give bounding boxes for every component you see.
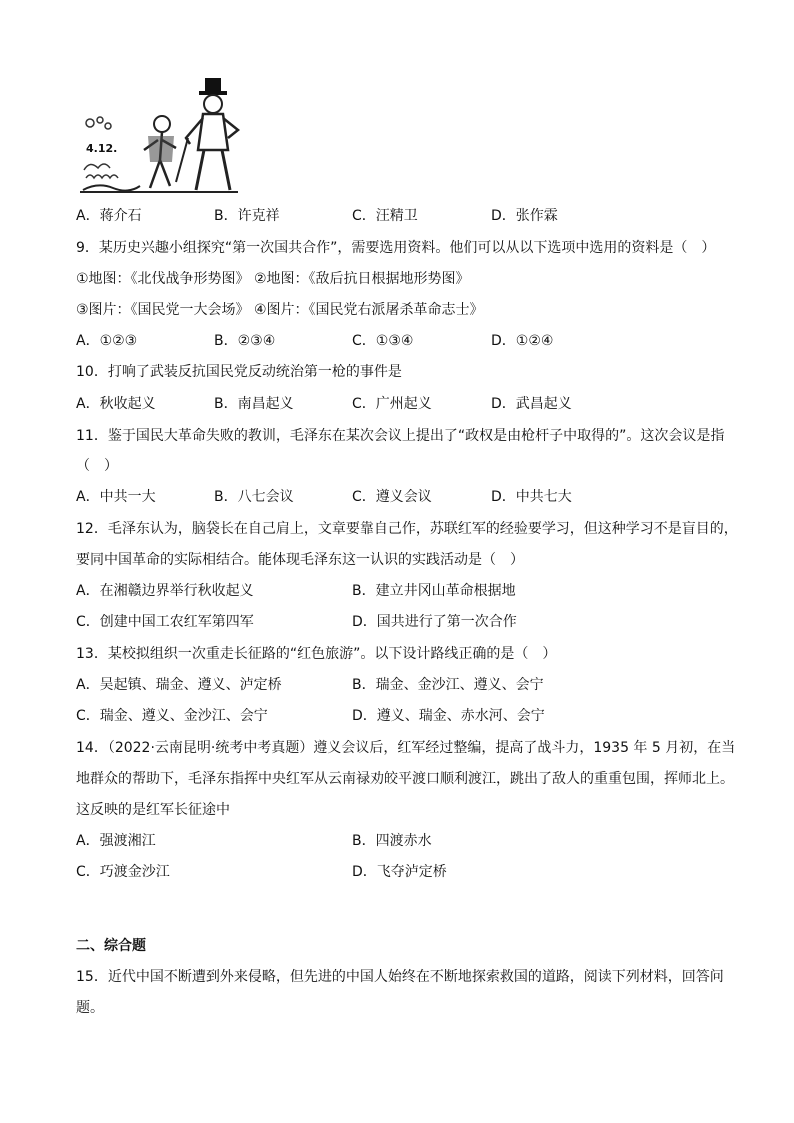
q9-material-1: ①地图：《北伐战争形势图》 ②地图：《敌后抗日根据地形势图》 <box>76 271 470 287</box>
q10-stem: 10．打响了武装反抗国民党反动统治第一枪的事件是 <box>76 364 402 380</box>
q11-stem-line1: 11．鉴于国民大革命失败的教训，毛泽东在某次会议上提出了“政权是由枪杆子中取得的”。这次会议是指 <box>76 428 725 444</box>
q15-stem-line1: 15．近代中国不断遭到外来侵略，但先进的中国人始终在不断地探索救国的道路，阅读下列材料，回答问 <box>76 969 724 985</box>
q8-option-b[interactable]: B．许克祥 <box>214 208 280 224</box>
q11-stem-line2: （ ） <box>76 458 118 474</box>
q12-option-b[interactable]: B．建立井冈山革命根据地 <box>352 583 516 599</box>
q13-option-b[interactable]: B．瑞金、金沙江、遵义、会宁 <box>352 677 544 693</box>
q11-option-c[interactable]: C．遵义会议 <box>352 489 432 505</box>
q13-stem: 13．某校拟组织一次重走长征路的“红色旅游”。以下设计路线正确的是（ ） <box>76 646 557 662</box>
q15-stem-line2: 题。 <box>76 1000 104 1016</box>
q10-option-c[interactable]: C．广州起义 <box>352 396 432 412</box>
q10-option-a[interactable]: A．秋收起义 <box>76 396 156 412</box>
q14-stem-line3: 这反映的是红军长征途中 <box>76 802 230 818</box>
q9-option-c[interactable]: C．①③④ <box>352 333 414 349</box>
q12-stem-line1: 12．毛泽东认为，脑袋长在自己肩上，文章要靠自己作，苏联红军的经验要学习，但这种学习不是盲目的， <box>76 521 738 537</box>
section-title: 二、综合题 <box>76 938 146 954</box>
q11-option-b[interactable]: B．八七会议 <box>214 489 294 505</box>
q14-stem-line2: 地群众的帮助下，毛泽东指挥中央红军从云南禄劝皎平渡口顺利渡江，跳出了敌人的重重包围，挥师北上。 <box>76 771 734 787</box>
q12-stem-line2: 要同中国革命的实际相结合。能体现毛泽东这一认识的实践活动是（ ） <box>76 552 524 568</box>
q11-option-d[interactable]: D．中共七大 <box>491 489 572 505</box>
q9-option-d[interactable]: D．①②④ <box>491 333 554 349</box>
q9-option-a[interactable]: A．①②③ <box>76 333 138 349</box>
q12-option-d[interactable]: D．国共进行了第一次合作 <box>352 614 517 630</box>
q10-option-b[interactable]: B．南昌起义 <box>214 396 294 412</box>
q13-option-d[interactable]: D．遵义、瑞金、赤水河、会宁 <box>352 708 545 724</box>
q8-option-d[interactable]: D．张作霖 <box>491 208 558 224</box>
q14-option-a[interactable]: A．强渡湘江 <box>76 833 156 849</box>
q12-option-a[interactable]: A．在湘赣边界举行秋收起义 <box>76 583 254 599</box>
cartoon-label: 4.12. <box>86 142 118 155</box>
q8-option-a[interactable]: A．蒋介石 <box>76 208 142 224</box>
q13-option-a[interactable]: A．吴起镇、瑞金、遵义、泸定桥 <box>76 677 282 693</box>
q14-option-c[interactable]: C．巧渡金沙江 <box>76 864 170 880</box>
cartoon-image <box>78 78 243 198</box>
q8-option-c[interactable]: C．汪精卫 <box>352 208 418 224</box>
q14-option-d[interactable]: D．飞夺泸定桥 <box>352 864 447 880</box>
q14-stem-line1: 14．（2022·云南昆明·统考中考真题）遵义会议后，红军经过整编，提高了战斗力，1935 年 5 月初，在当 <box>76 740 736 756</box>
q9-material-2: ③图片：《国民党一大会场》 ④图片：《国民党右派屠杀革命志士》 <box>76 302 484 318</box>
q13-option-c[interactable]: C．瑞金、遵义、金沙江、会宁 <box>76 708 268 724</box>
q10-option-d[interactable]: D．武昌起义 <box>491 396 572 412</box>
q12-option-c[interactable]: C．创建中国工农红军第四军 <box>76 614 254 630</box>
q14-option-b[interactable]: B．四渡赤水 <box>352 833 432 849</box>
q9-option-b[interactable]: B．②③④ <box>214 333 276 349</box>
q9-stem: 9．某历史兴趣小组探究“第一次国共合作”，需要选用资料。他们可以从以下选项中选用的资料是（ ） <box>76 240 716 256</box>
q11-option-a[interactable]: A．中共一大 <box>76 489 156 505</box>
